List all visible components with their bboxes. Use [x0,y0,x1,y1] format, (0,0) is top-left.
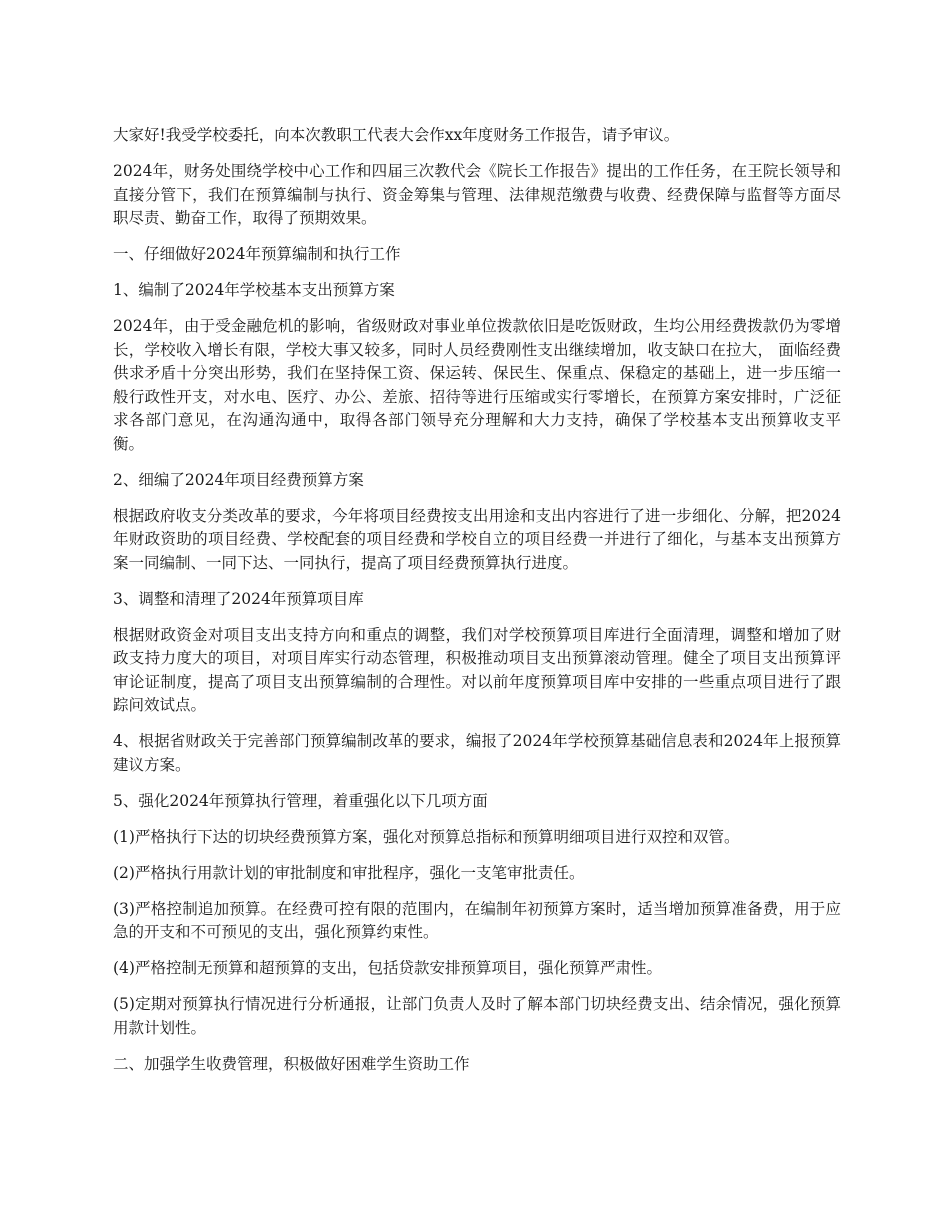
document-body [113,124,841,1089]
body-paragraph: 根据财政资金对项目支出支持方向和重点的调整，我们对学校预算项目库进行全面清理，调整和增加了财政支持力度大的项目，对项目库实行动态管理，积极推动项目支出预算滚动管理。健全了项目支出预算评审论证制度，提高了项目支出预算编制的合理性。对以前年度预算项目库中安排的一些重点项目进行了跟踪问效试点。 [113,625,841,714]
list-item-5: (5)定期对预算执行情况进行分析通报，让部门负责人及时了解本部门切块经费支出、结余情况，强化预算用款计划性。 [113,995,841,1037]
body-paragraph: 2024年，由于受金融危机的影响，省级财政对事业单位拨款依旧是吃饭财政，生均公用经费拨款仍为零增长，学校收入增长有限，学校大事又较多，同时人员经费刚性支出继续增加，收支缺口在拉大， 面临经费供求矛盾十分突出形势，我们在坚持保工资、保运转、保民生、保重点、保稳定的基础上，进一步压缩一般行政性开支，对水电、医疗、办公、差旅、招待等进行压缩或实行零增长，在预算方案安排时，广泛征求各部门意见，在沟通沟通中，取得各部门领导充分理解和大力支持，确保了学校基本支出预算收支平衡。 [113,317,841,453]
body-paragraph: 根据政府收支分类改革的要求，今年将项目经费按支出用途和支出内容进行了进一步细化、分解，把2024年财政资助的项目经费、学校配套的项目经费和学校自立的项目经费一并进行了细化，与基本支出预算方案一同编制、一同下达、一同执行，提高了项目经费预算执行进度。 [113,506,841,572]
intro-paragraph: 2024年，财务处围绕学校中心工作和四届三次教代会《院长工作报告》提出的工作任务，在王院长领导和直接分管下，我们在预算编制与执行、资金筹集与管理、法律规范缴费与收费、经费保障与监督等方面尽职尽责、勤奋工作，取得了预期效果。 [113,162,841,227]
subsection-heading-3: 3、调整和清理了2024年预算项目库 [113,589,364,608]
list-item-2: (2)严格执行用款计划的审批制度和审批程序，强化一支笔审批责任。 [113,863,585,882]
subsection-heading-1: 1、编制了2024年学校基本支出预算方案 [113,281,395,299]
list-item-3: (3)严格控制追加预算。在经费可控有限的范围内，在编制年初预算方案时，适当增加预算准备费，用于应急的开支和不可预见的支出，强化预算约束性。 [113,899,841,941]
list-item-4: (4)严格控制无预算和超预算的支出，包括贷款安排预算项目，强化预算严肃性。 [113,959,662,977]
section-heading-2: 二、加强学生收费管理，积极做好困难学生资助工作 [113,1054,470,1073]
subsection-item-4: 4、根据省财政关于完善部门预算编制改革的要求，编报了2024年学校预算基础信息表和2024年上报预算建议方案。 [113,732,841,774]
list-item-1: (1)严格执行下达的切块经费预算方案，强化对预算总指标和预算明细项目进行双控和双管。 [113,827,740,846]
subsection-heading-2: 2、细编了2024年项目经费预算方案 [113,470,364,489]
subsection-heading-5: 5、强化2024年预算执行管理，着重强化以下几项方面 [113,791,488,810]
greeting-paragraph: 大家好!我受学校委托，向本次教职工代表大会作xx年度财务工作报告，请予审议。 [113,126,680,144]
section-heading-1: 一、仔细做好2024年预算编制和执行工作 [113,245,401,263]
